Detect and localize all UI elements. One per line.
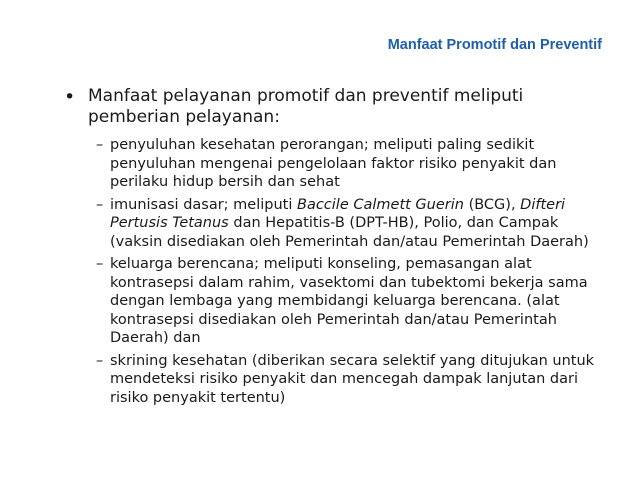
dash-icon: – <box>96 137 104 153</box>
slide-title: Manfaat Promotif dan Preventif <box>387 37 602 53</box>
main-bullet <box>64 86 624 128</box>
text-segment: dan Hepatitis-B (DPT-HB), Polio, dan Campak (vaksin disediakan oleh Pemerintah dan/atau Pemerintah Daerah) <box>110 215 589 250</box>
sub-bullet-text: penyuluhan kesehatan perorangan; meliputi paling sedikit penyuluhan mengenai pengelolaan faktor risiko penyakit dan perilaku hidup bersih dan sehat <box>110 137 557 190</box>
sub-bullet-list <box>64 136 624 407</box>
slide-content <box>64 86 624 411</box>
text-segment: (BCG), <box>463 196 521 213</box>
italic-term: Baccile Calmett Guerin <box>297 196 464 213</box>
sub-bullet-item <box>96 255 624 348</box>
dash-icon: – <box>96 196 104 213</box>
main-bullet-text: Manfaat pelayanan promotif dan preventif meliputi pemberian pelayanan: <box>88 86 524 127</box>
dash-icon: – <box>96 352 104 369</box>
sub-bullet-item <box>96 136 624 192</box>
sub-bullet-text <box>110 196 602 252</box>
text-segment: imunisasi dasar; meliputi <box>110 196 297 213</box>
sub-bullet-text: keluarga berencana; meliputi konseling, pemasangan alat kontrasepsi dalam rahim, vasektomi dan tubektomi bekerja sama dengan lembaga yang membidangi keluarga berencana. (alat kontrasepsi disediakan oleh Pemerintah dan/atau Pemerintah Daerah) dan <box>110 256 588 346</box>
sub-bullet-text: skrining kesehatan (diberikan secara selektif yang ditujukan untuk mendeteksi risiko penyakit dan mencegah dampak lanjutan dari risiko penyakit tertentu) <box>110 352 595 406</box>
sub-bullet-item <box>96 352 624 408</box>
sub-bullet-item <box>96 196 624 252</box>
italic-term: Difteri Pertusis Tetanus <box>110 196 566 231</box>
bullet-icon: • <box>64 86 76 108</box>
dash-icon: – <box>96 256 104 272</box>
